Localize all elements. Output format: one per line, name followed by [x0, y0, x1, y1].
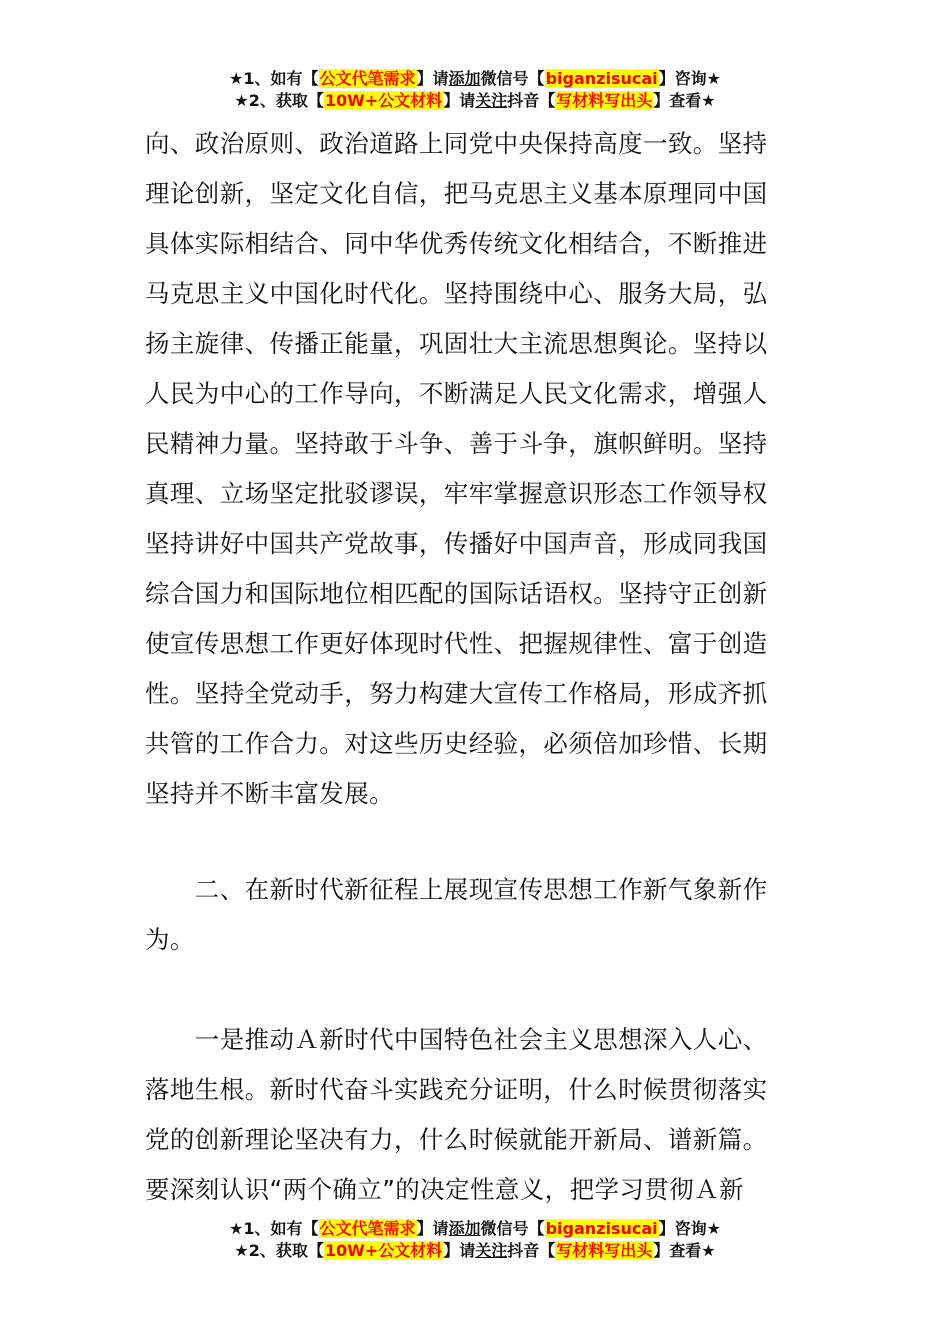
text-line: 综合国力和国际地位相匹配的国际话语权。坚持守正创新 — [145, 579, 768, 608]
paragraph-point-one — [145, 1015, 810, 1215]
text-line: 理论创新，坚定文化自信，把马克思主义基本原理同中国 — [145, 179, 768, 208]
highlight-wechat-id: biganzisucai — [545, 69, 658, 88]
promo-line-2: ★2、获取【10W+公文材料】请关注抖音【写材料写出头】查看★ — [234, 1241, 716, 1260]
text-line: 性。坚持全党动手，努力构建大宣传工作格局，形成齐抓 — [145, 679, 768, 708]
text-line: 坚持并不断丰富发展。 — [145, 779, 394, 808]
text-line: 向、政治原则、政治道路上同党中央保持高度一致。坚持 — [145, 129, 768, 158]
highlight-materials: 10W+公文材料 — [324, 1241, 443, 1260]
text-line: 人民为中心的工作导向，不断满足人民文化需求，增强人 — [145, 379, 768, 408]
text-line: 使宣传思想工作更好体现时代性、把握规律性、富于创造 — [145, 629, 768, 658]
top-promo-banner — [0, 68, 950, 112]
text-line: 具体实际相结合、同中华优秀传统文化相结合，不断推进 — [145, 229, 768, 258]
section-heading-2 — [145, 865, 810, 965]
text-line: 共管的工作合力。对这些历史经验，必须倍加珍惜、长期 — [145, 729, 768, 758]
highlight-douyin-account: 写材料写出头 — [556, 1241, 653, 1260]
highlight-wechat-id: biganzisucai — [545, 1219, 658, 1238]
text-line: 真理、立场坚定批驳谬误，牢牢掌握意识形态工作领导权 — [145, 479, 768, 508]
heading-line: 二、在新时代新征程上展现宣传思想工作新气象新作 — [145, 875, 768, 904]
paragraph-historical-experience — [145, 119, 810, 819]
highlight-douyin-account: 写材料写出头 — [556, 91, 653, 110]
text-line: 一是推动Ａ新时代中国特色社会主义思想深入人心、 — [145, 1025, 768, 1054]
heading-line: 为。 — [145, 925, 195, 954]
highlight-service: 公文代笔需求 — [319, 1219, 416, 1238]
highlight-materials: 10W+公文材料 — [324, 91, 443, 110]
promo-line-2: ★2、获取【10W+公文材料】请关注抖音【写材料写出头】查看★ — [234, 91, 716, 110]
text-line: 马克思主义中国化时代化。坚持围绕中心、服务大局，弘 — [145, 279, 768, 308]
bottom-promo-banner — [0, 1218, 950, 1262]
text-line: 党的创新理论坚决有力，什么时候就能开新局、谱新篇。 — [145, 1125, 768, 1154]
text-line: 扬主旋律、传播正能量，巩固壮大主流思想舆论。坚持以 — [145, 329, 768, 358]
text-line: 要深刻认识“两个确立”的决定性意义，把学习贯彻Ａ新 — [145, 1175, 744, 1204]
promo-line-1: ★1、如有【公文代笔需求】请添加微信号【biganzisucai】咨询★ — [229, 69, 721, 88]
text-line: 坚持讲好中国共产党故事，传播好中国声音，形成同我国 — [145, 529, 768, 558]
text-line: 落地生根。新时代奋斗实践充分证明，什么时候贯彻落实 — [145, 1075, 768, 1104]
promo-line-1: ★1、如有【公文代笔需求】请添加微信号【biganzisucai】咨询★ — [229, 1219, 721, 1238]
highlight-service: 公文代笔需求 — [319, 69, 416, 88]
text-line: 民精神力量。坚持敢于斗争、善于斗争，旗帜鲜明。坚持 — [145, 429, 768, 458]
